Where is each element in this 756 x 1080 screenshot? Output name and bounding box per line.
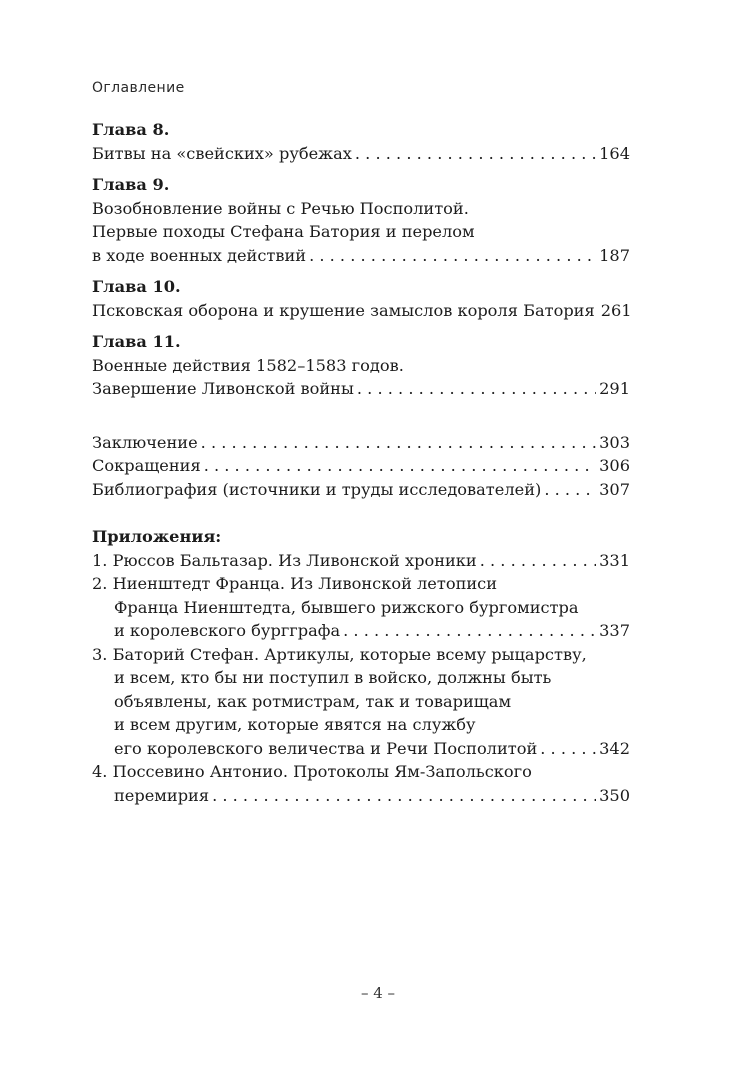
page-number: 337 [599, 621, 630, 640]
toc-chapter-8[interactable] [92, 118, 630, 165]
entry-label: и королевского бургграфа [114, 621, 341, 640]
page-number: 342 [599, 738, 630, 758]
spacer [92, 501, 630, 525]
dot-leader [480, 549, 596, 573]
appendices-heading: Приложения: [92, 527, 222, 546]
chapter-name-line: Возобновление войны с Речью Посполитой. [92, 198, 469, 218]
entry-label: Библиография (источники и труды исследователей) [92, 479, 542, 499]
entry-line: объявлены, как ротмистрам, так и товарищам [114, 691, 512, 711]
toc-entry-line [92, 244, 630, 268]
toc-entry-abbreviations[interactable] [92, 454, 630, 478]
dot-leader [201, 431, 596, 455]
chapter-title: Глава 8. [92, 120, 170, 139]
dot-leader [540, 737, 596, 761]
entry-line: и всем, кто бы ни поступил в войско, должны быть [114, 668, 552, 687]
page-number: 303 [599, 432, 630, 452]
toc-entry-line [92, 377, 630, 401]
dot-leader [212, 784, 596, 808]
page-footer-number: – 4 – [360, 984, 396, 1002]
entry-label: перемирия [114, 785, 210, 805]
chapter-name-line: Военные действия 1582–1583 годов. [92, 355, 404, 375]
page-number: 331 [599, 550, 630, 570]
toc-entry-line [92, 737, 630, 761]
running-header: Оглавление [92, 80, 185, 96]
toc-entry-conclusion[interactable] [92, 431, 630, 455]
toc-entry-line [92, 784, 630, 808]
dot-leader [309, 244, 596, 268]
chapter-name-line: Первые походы Стефана Батория и перелом [92, 222, 475, 241]
toc-entry-line [92, 299, 630, 323]
spacer [92, 409, 630, 431]
toc-appendix-3[interactable] [92, 643, 630, 761]
page-number: 261 [600, 300, 632, 320]
page-number: 164 [599, 143, 630, 163]
entry-line: и всем другим, которые явятся на службу [114, 715, 476, 734]
chapter-title: Глава 9. [92, 175, 170, 194]
entry-line: 4. Поссевино Антонио. Протоколы Ям-Запольского [92, 762, 532, 781]
entry-line: 2. Ниенштедт Франца. Из Ливонской летописи [92, 574, 498, 593]
page-number: 291 [599, 379, 630, 398]
toc-appendix-2[interactable] [92, 572, 630, 643]
page-number: 306 [599, 456, 630, 475]
dot-leader [544, 478, 596, 502]
toc-appendix-4[interactable] [92, 760, 630, 807]
entry-line: Франца Ниенштедта, бывшего рижского бургомистра [114, 597, 579, 617]
chapter-name: в ходе военных действий [92, 245, 307, 265]
table-of-contents [92, 118, 630, 807]
entry-label: 1. Рюссов Бальтазар. Из Ливонской хроники [92, 550, 477, 570]
chapter-name: Псковская оборона и крушение замыслов короля Батория [92, 300, 595, 320]
dot-leader [355, 142, 596, 166]
toc-entry-line [92, 619, 630, 643]
toc-chapter-9[interactable] [92, 173, 630, 267]
chapter-title: Глава 11. [92, 332, 181, 351]
toc-chapter-10[interactable] [92, 275, 630, 322]
entry-label: Заключение [92, 432, 198, 452]
entry-label: Сокращения [92, 456, 201, 475]
toc-entry-line [92, 549, 630, 573]
dot-leader [357, 377, 596, 401]
toc-entry-line [92, 142, 630, 166]
toc-appendix-1[interactable] [92, 549, 630, 573]
page-number: 187 [599, 245, 630, 265]
entry-line: 3. Баторий Стефан. Артикулы, которые всему рыцарству, [92, 644, 587, 664]
page-number: 350 [599, 785, 630, 805]
dot-leader [204, 454, 596, 478]
entry-label: его королевского величества и Речи Посполитой [114, 738, 538, 758]
chapter-title: Глава 10. [92, 277, 181, 296]
dot-leader [343, 619, 596, 643]
chapter-name: Битвы на «свейских» рубежах [92, 143, 352, 163]
page-number: 307 [599, 479, 630, 499]
toc-entry-bibliography[interactable] [92, 478, 630, 502]
toc-chapter-11[interactable] [92, 330, 630, 401]
chapter-name: Завершение Ливонской войны [92, 379, 354, 398]
